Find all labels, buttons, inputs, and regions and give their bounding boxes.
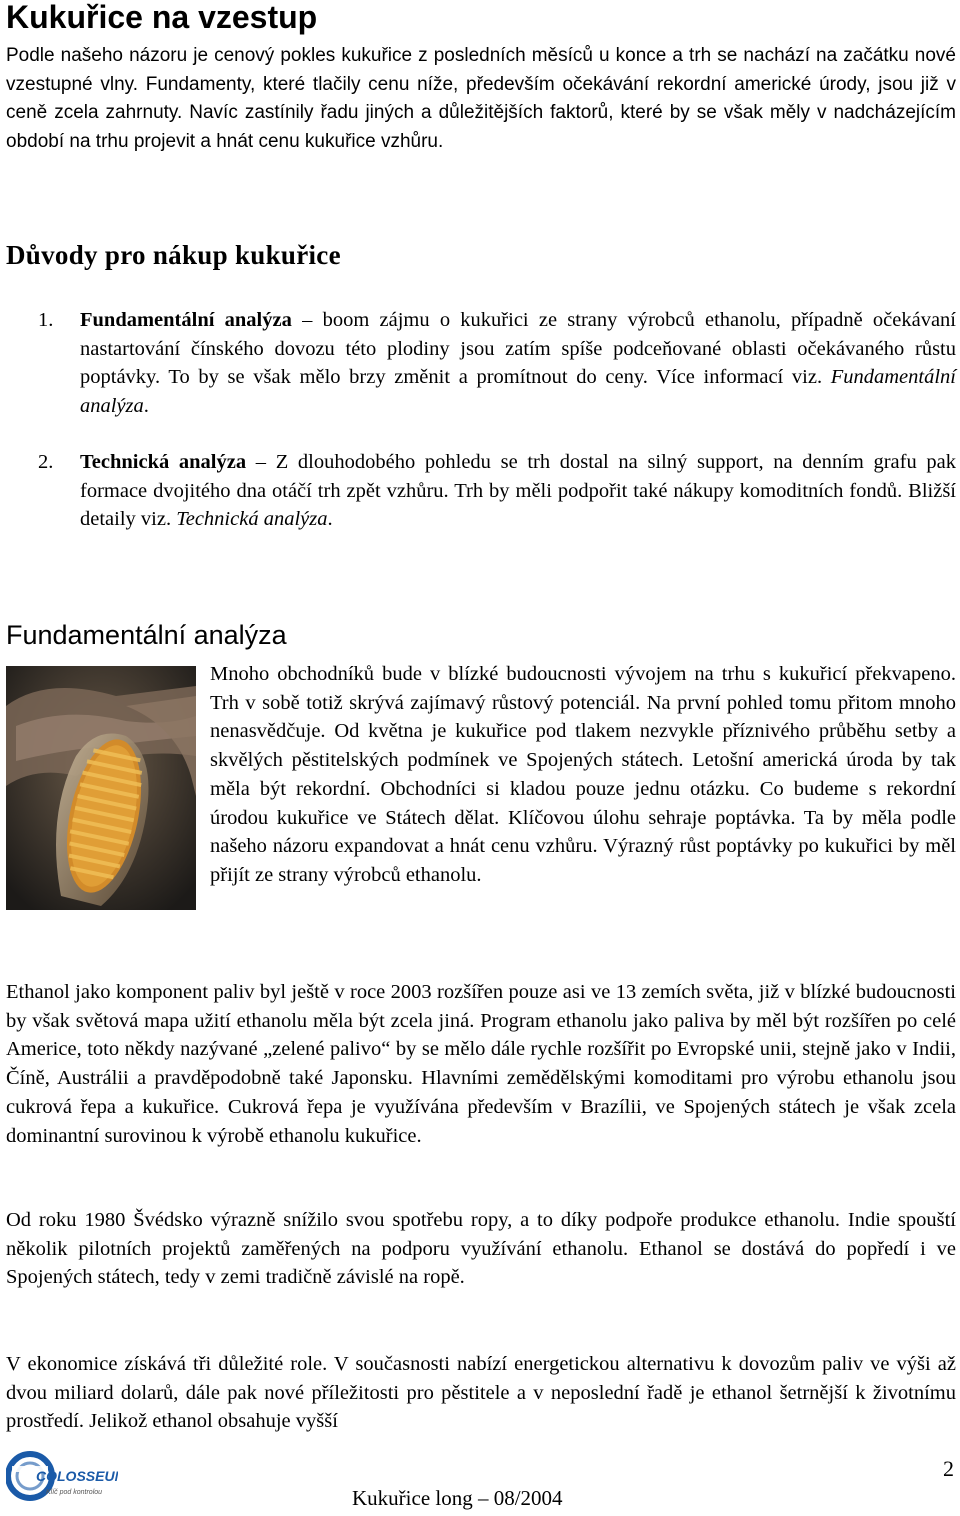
logo-wordmark: COLOSSEUM [36,1468,118,1484]
page-title: Kukuřice na vzestup [6,0,318,35]
fundamental-paragraph-3: Od roku 1980 Švédsko výrazně snížilo svou spotřebu ropy, a to díky podpoře produkce ethanolu. Indie spouští několik pilotních projektů zaměřených na podporu využívání ethanolu. Ethanol se dostává do popředí i ve Spojených státech, tedy v zemi tradičně závislé na ropě. [6,1209,956,1289]
reasons-heading: Důvody pro nákup kukuřice [6,240,341,270]
fundamental-intro-block [6,660,956,916]
reason-end: . [143,394,149,417]
colosseum-logo [6,1448,118,1508]
reason-end: . [327,508,333,530]
reason-lead: Fundamentální analýza [80,309,292,331]
intro-paragraph: Podle našeho názoru je cenový pokles kukuřice z posledních měsíců u konce a trh se nachází na začátku nové vzestupné vlny. Fundamenty, které tlačily cenu níže, především očekávání rekordní americké úrody, jsou již v ceně zcela zahrnuty. Navíc zastínily řadu jiných a důležitějších faktorů, které by se však měly v nadcházejícím období na trhu projevit a hnát cenu kukuřice vzhůru. [6,45,956,152]
fundamental-heading: Fundamentální analýza [6,620,287,650]
reason-number: 2. [38,451,54,473]
corn-cob-image [6,666,196,910]
footer-document-label: Kukuřice long – 08/2004 [352,1486,563,1510]
reason-link-fundamental[interactable]: Fundamentální analýza [80,366,956,417]
colosseum-logo-graphic [6,1448,118,1508]
logo-tagline: Klíč pod kontrolou [46,1489,103,1496]
reason-link-technical[interactable]: Technická analýza [176,508,328,530]
reason-number: 1. [38,309,54,331]
reason-lead: Technická analýza [80,451,247,473]
reason-item-fundamental [6,306,956,420]
reasons-list [6,306,956,534]
fundamental-paragraph-4: V ekonomice získává tři důležité role. V současnosti nabízí energetickou alternativu k dovozům paliv ve výši až dvou miliard dolarů, dále pak nové příležitosti pro pěstitele a v neposlední řadě je ethanol šetrnější k životnímu prostředí. Jelikož ethanol obsahuje vyšší [6,1353,956,1433]
fundamental-paragraph-2: Ethanol jako komponent paliv byl ještě v roce 2003 rozšířen pouze asi ve 13 zemích světa, již v blízké budoucnosti by však světová mapa užití ethanolu měla být zcela jiná. Program ethanolu jako paliva by měl být rozšířen po celé Americe, toto někdy nazývané „zelené palivo“ by se mělo dále rychle rozšířit po Evropské unii, stejně jako v Indii, Číně, Austrálii a pravděpodobně také Japonsku. Hlavními zemědělskými komoditami pro výrobu ethanolu jsou cukrová řepa a kukuřice. Cukrová řepa je využívána především v Brazílii, ve Spojených státech je však zcela dominantní surovinou k výrobě ethanolu kukuřice. [6,981,956,1147]
reason-text: – Z dlouhodobého pohledu se trh dostal na silný support, na denním grafu pak formace dvojitého dna otáčí trh zpět vzhůru. Trh by měli podpořit také nákupy komoditních fondů. Bližší detaily viz. [80,451,956,530]
page-number: 2 [943,1456,954,1481]
reason-item-technical [6,448,956,534]
corn-photo [6,666,196,910]
reason-text: – boom zájmu o kukuřici ze strany výrobců ethanolu, případně očekávaní nastartování čínského dovozu této plodiny jsou zatím spíše podceňované oblasti očekávaného růstu poptávky. To by se však mělo brzy změnit a promítnout do ceny. Více informací viz. [80,309,956,388]
fundamental-paragraph-1: Mnoho obchodníků bude v blízké budoucnosti vývojem na trhu s kukuřicí překvapeno. Trh v sobě totiž skrývá zajímavý růstový potenciál. Na první pohled tomu přitom mnoho nenasvědčuje. Od května je kukuřice pod tlakem nezvykle příznivého průběhu setby a skvělých pěstitelských podmínek ve Spojených státech. Letošní americká úroda by tak měla být rekordní. Obchodníci si kladou pouze jednu otázku. Co budeme s rekordní úrodou kukuřice ve Státech dělat. Klíčovou úlohu sehraje poptávka. Ta by měla podle našeho názoru expandovat a hnát cenu vzhůru. Výrazný růst poptávky po kukuřici by měl přijít ze strany výrobců ethanolu. [210,663,956,886]
